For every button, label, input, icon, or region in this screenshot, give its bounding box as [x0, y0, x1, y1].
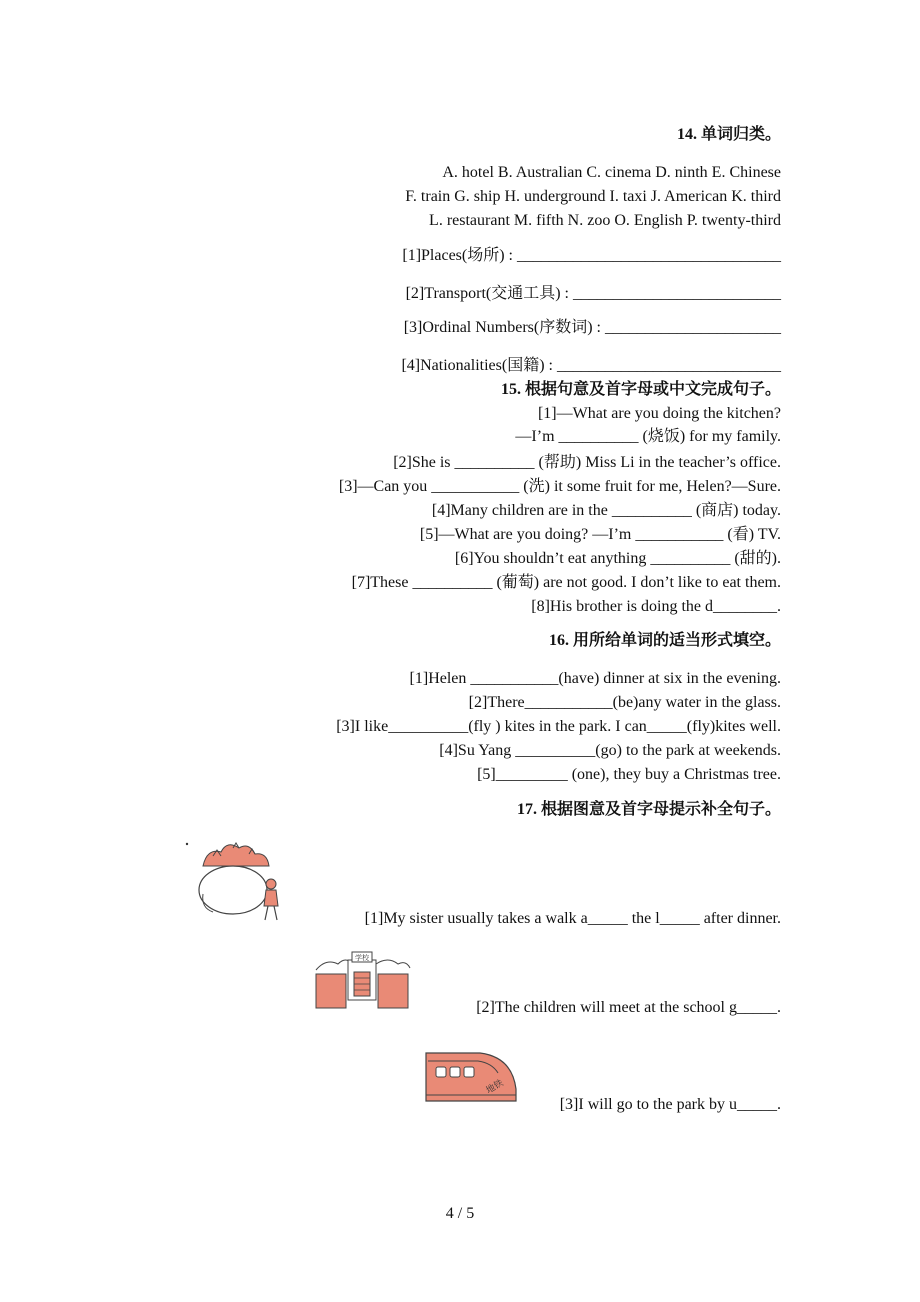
q15-item: [5]—What are you doing? —I’m ___________ (看) TV. [419, 526, 781, 543]
q16-item: [5]_________ (one), they buy a Christmas tree. [477, 766, 781, 783]
q15-title: 15. 根据句意及首字母或中文完成句子。 [500, 381, 781, 398]
subway-sign: 地铁 [484, 1078, 506, 1097]
q17-title: 17. 根据图意及首字母提示补全句子。 [516, 801, 781, 818]
school-gate-illustration [312, 948, 412, 1012]
q15-item: [6]You shouldn’t eat anything __________ (甜的). [454, 550, 781, 567]
q17-item: [2]The children will meet at the school g_____. [476, 999, 781, 1016]
q15-item: [7]These __________ (葡萄) are not good. I don’t like to eat them. [351, 574, 781, 591]
q14-item-ordinal: [3]Ordinal Numbers(序数词) : ______________________ [403, 319, 781, 336]
school-sign: 学校 [355, 954, 369, 962]
q15-item: [3]—Can you ___________ (洗) it some fruit for me, Helen?—Sure. [338, 478, 781, 495]
q15-item: —I’m __________ (烧饭) for my family. [515, 428, 781, 445]
q17-item: [1]My sister usually takes a walk a_____ the l_____ after dinner. [364, 910, 781, 927]
q16-item: [2]There___________(be)any water in the glass. [468, 694, 781, 711]
q16-item: [4]Su Yang __________(go) to the park at weekends. [439, 742, 781, 759]
q14-item-transport: [2]Transport(交通工具) : __________________________ [405, 285, 781, 302]
q14-word-list: L. restaurant M. fifth N. zoo O. English P. twenty-third [429, 212, 781, 229]
q15-item: [2]She is __________ (帮助) Miss Li in the teacher’s office. [393, 454, 781, 471]
subway-train-illustration [420, 1045, 520, 1109]
q14-item-nationalities: [4]Nationalities(国籍) : ____________________________ [401, 357, 781, 374]
lake-walk-illustration [183, 836, 288, 926]
q17-item: [3]I will go to the park by u_____. [559, 1096, 781, 1113]
q14-word-list: A. hotel B. Australian C. cinema D. ninth E. Chinese [442, 164, 781, 181]
q14-word-list: F. train G. ship H. underground I. taxi J. American K. third [405, 188, 781, 205]
q15-item: [1]—What are you doing the kitchen? [537, 405, 781, 422]
q15-item: [4]Many children are in the __________ (商店) today. [431, 502, 781, 519]
q16-title: 16. 用所给单词的适当形式填空。 [548, 632, 781, 649]
q14-item-places: [1]Places(场所) : _________________________________ [402, 247, 781, 264]
page-number: 4 / 5 [445, 1205, 475, 1222]
q16-item: [1]Helen ___________(have) dinner at six in the evening. [409, 670, 781, 687]
q16-item: [3]I like__________(fly ) kites in the park. I can_____(fly)kites well. [336, 718, 781, 735]
q14-title: 14. 单词归类。 [676, 126, 781, 143]
q15-item: [8]His brother is doing the d________. [531, 598, 781, 615]
